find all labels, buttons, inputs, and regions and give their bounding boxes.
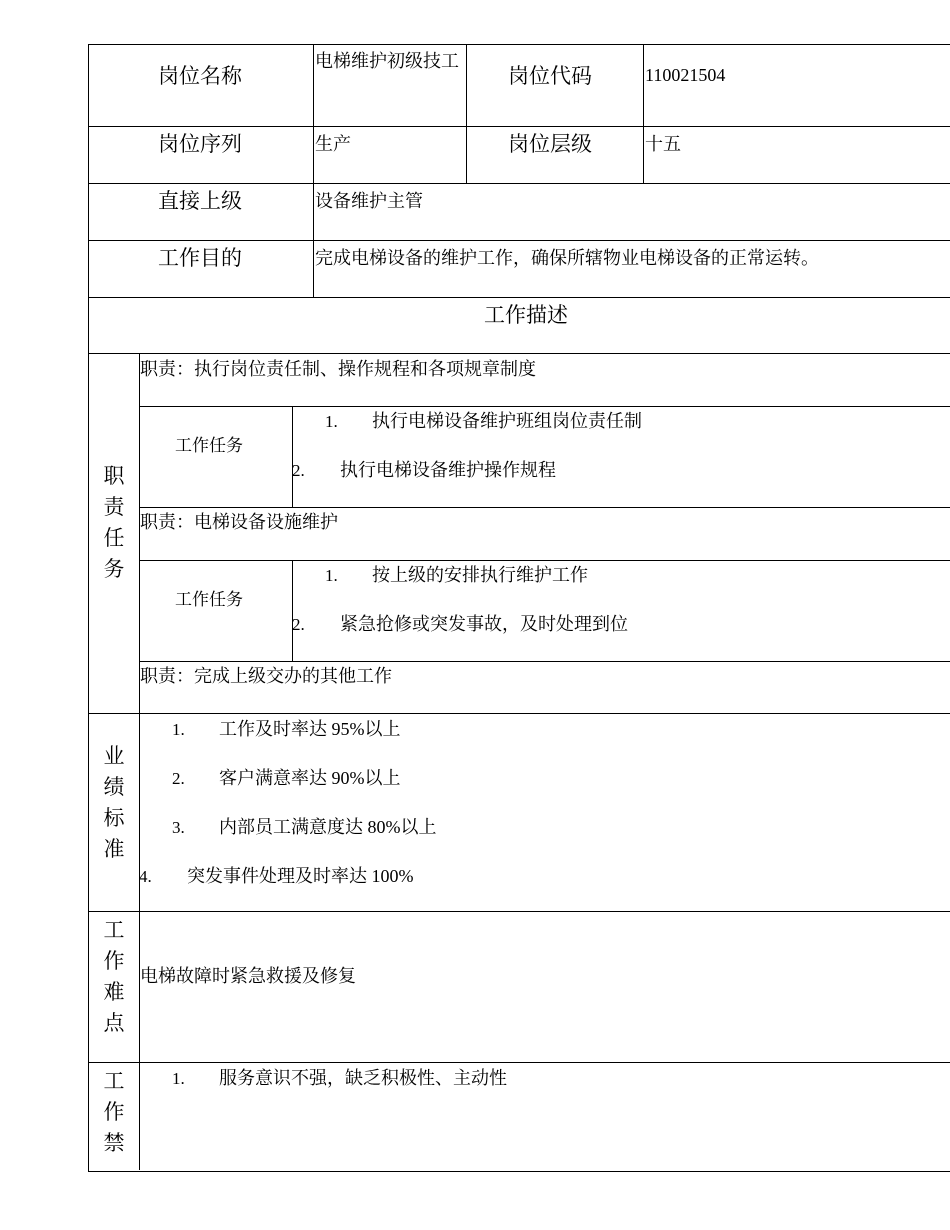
- standard-item: 突发事件处理及时率达 100%: [187, 866, 414, 886]
- superior-value: 设备维护主管: [315, 191, 423, 211]
- row-divider: [139, 560, 950, 561]
- task-label: 工作任务: [175, 590, 243, 609]
- duty-row: 职责：执行岗位责任制、操作规程和各项规章制度: [140, 359, 536, 379]
- task-item: 紧急抢修或突发事故，及时处理到位: [340, 614, 628, 634]
- row-divider: [139, 507, 950, 508]
- standard-number: 2.: [172, 769, 185, 788]
- job-purpose-label: 工作目的: [158, 246, 242, 270]
- prohibitions-side-label: 工作禁: [103, 1069, 125, 1155]
- column-divider: [292, 406, 293, 507]
- job-title-label: 岗位名称: [158, 64, 242, 88]
- row-divider: [139, 406, 950, 407]
- standard-number: 1.: [172, 720, 185, 739]
- job-title-value: 电梯维护初级技工: [315, 51, 459, 71]
- standard-number: 3.: [172, 818, 185, 837]
- row-divider: [88, 353, 950, 354]
- standard-item: 客户满意率达 90%以上: [219, 768, 401, 788]
- column-divider: [139, 353, 140, 1170]
- row-divider: [88, 183, 950, 184]
- job-sequence-value: 生产: [315, 134, 351, 154]
- task-item: 执行电梯设备维护操作规程: [340, 460, 556, 480]
- row-divider: [88, 911, 950, 912]
- prohibition-item: 服务意识不强，缺乏积极性、主动性: [219, 1068, 507, 1088]
- column-divider: [292, 560, 293, 661]
- difficulty-side-label: 工作难点: [103, 918, 125, 1035]
- task-label: 工作任务: [175, 436, 243, 455]
- row-divider: [88, 240, 950, 241]
- task-number: 1.: [325, 566, 338, 585]
- column-divider: [313, 44, 314, 297]
- performance-side-label: 业绩标准: [103, 744, 125, 861]
- job-code-value: 110021504: [645, 65, 726, 85]
- prohibition-number: 1.: [172, 1069, 185, 1088]
- row-divider: [139, 661, 950, 662]
- job-code-label: 岗位代码: [508, 64, 592, 88]
- standard-item: 工作及时率达 95%以上: [219, 719, 401, 739]
- job-level-label: 岗位层级: [508, 132, 592, 156]
- column-divider: [643, 44, 644, 183]
- superior-label: 直接上级: [158, 189, 242, 213]
- job-purpose-value: 完成电梯设备的维护工作，确保所辖物业电梯设备的正常运转。: [315, 248, 819, 268]
- column-divider: [466, 44, 467, 183]
- standard-item: 内部员工满意度达 80%以上: [219, 817, 437, 837]
- duties-side-label: 职责任务: [103, 464, 125, 581]
- task-item: 按上级的安排执行维护工作: [372, 565, 588, 585]
- row-divider: [88, 713, 950, 714]
- task-item: 执行电梯设备维护班组岗位责任制: [372, 411, 642, 431]
- task-number: 1.: [325, 412, 338, 431]
- task-number: 2.: [292, 615, 305, 634]
- difficulty-text: 电梯故障时紧急救援及修复: [140, 966, 356, 986]
- row-divider: [88, 297, 950, 298]
- row-divider: [88, 1062, 950, 1063]
- row-divider: [88, 126, 950, 127]
- job-level-value: 十五: [645, 134, 681, 154]
- task-number: 2.: [292, 461, 305, 480]
- job-sequence-label: 岗位序列: [158, 132, 242, 156]
- duty-row: 职责：电梯设备设施维护: [140, 512, 338, 532]
- duty-row: 职责：完成上级交办的其他工作: [140, 666, 392, 686]
- section-title: 工作描述: [484, 303, 568, 327]
- standard-number: 4.: [139, 867, 152, 886]
